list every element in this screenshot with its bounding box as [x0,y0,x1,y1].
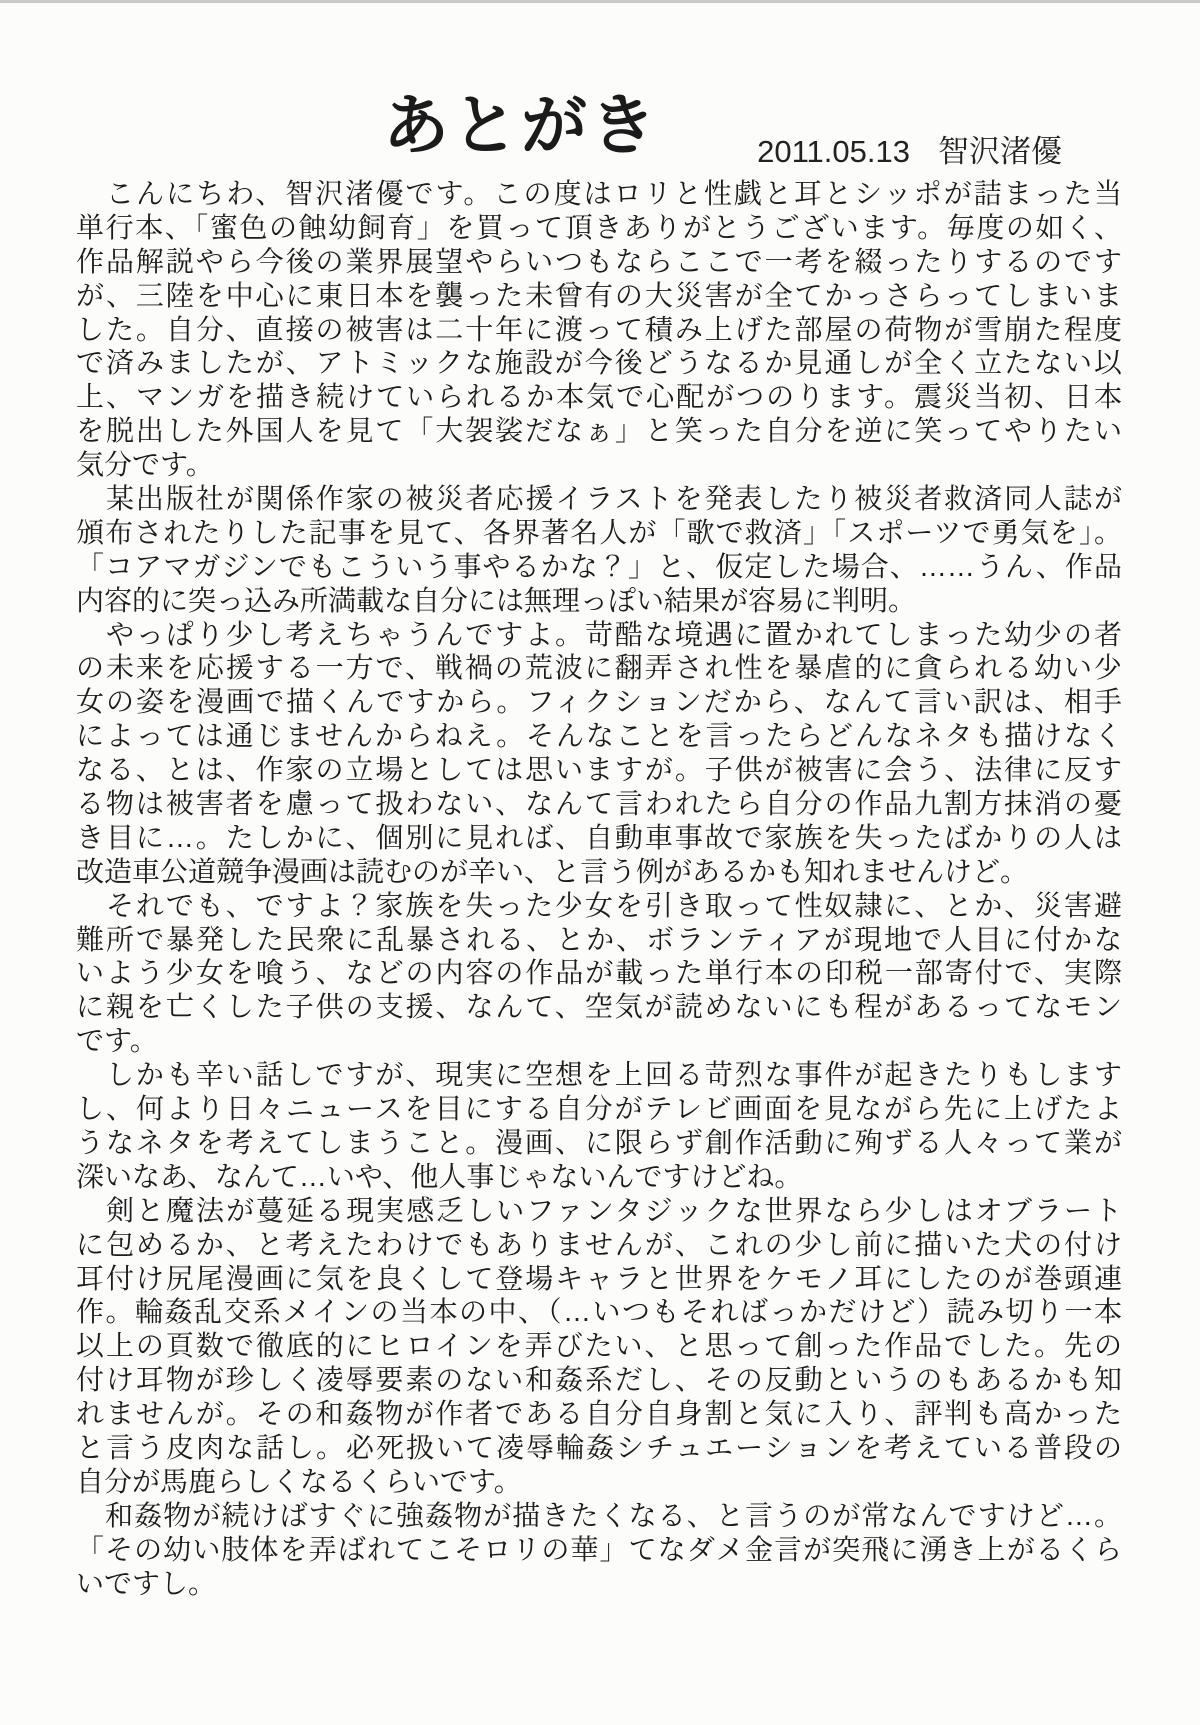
paragraph [76,482,1122,618]
text-line: 耳付け尻尾漫画に気を良くして登場キャラと世界をケモノ耳にしたのが巻頭連 [76,1262,1122,1294]
text-line: 頒布されたりした記事を見て、各界著名人が「歌で救済」「スポーツで勇気を」。 [76,516,1122,548]
paragraph [76,889,1122,1058]
text-line: やっぱり少し考えちゃうんですよ。苛酷な境遇に置かれてしまった幼少の者 [76,618,1122,650]
author-name: 智沢渚優 [938,134,1062,169]
text-line: 深いなあ、なんて…いや、他人事じゃないんですけどね。 [76,1160,803,1192]
afterword-body [76,177,1122,1600]
text-line: れませんが。その和姦物が作者である自分自身割と気に入り、評判も高かった [76,1398,1122,1430]
text-line: が、三陸を中心に東日本を襲った未曾有の大災害が全てかっさらってしまいま [76,279,1122,311]
text-line: る物は被害者を慮って扱わない、なんて言われたら自分の作品九割方抹消の憂 [76,788,1122,820]
paragraph [76,1058,1122,1194]
text-line: した。自分、直接の被害は二十年に渡って積み上げた部屋の荷物が雪崩た程度 [76,313,1122,345]
dateline [757,126,1062,171]
paragraph [76,1499,1122,1601]
text-line: によっては通じませんからねえ。そんなことを言ったらどんなネタも描けなく [76,720,1122,752]
text-line: それでも、ですよ？家族を失った少女を引き取って性奴隷に、とか、災害避 [76,889,1122,921]
text-line: 「コアマガジンでもこういう事やるかな？」と、仮定した場合、……うん、作品 [76,550,1122,582]
text-line: 作品解説やら今後の業界展望やらいつもならここで一考を綴ったりするのです [76,245,1122,277]
text-line: 単行本、「蜜色の蝕幼飼育」を買って頂きありがとうございます。毎度の如く、 [76,211,1122,243]
text-line: に包めるか、と考えたわけでもありませんが、これの少し前に描いた犬の付け [76,1228,1122,1260]
text-line: 剣と魔法が蔓延る現実感乏しいファンタジックな世界なら少しはオブラート [76,1194,1122,1226]
text-line: 上、マンガを描き続けていられるか本気で心配がつのります。震災当初、日本 [76,381,1122,413]
text-line: 改造車公道競争漫画は読むのが辛い、と言う例があるかも知れませんけど。 [76,855,1029,887]
text-line: いですし。 [76,1567,217,1599]
text-line: で済みましたが、アトミックな施設が今後どうなるか見通しが全く立たない以 [76,347,1122,379]
text-line: なる、とは、作家の立場としては思いますが。子供が被害に会う、法律に反す [76,754,1122,786]
paragraph [76,618,1122,889]
text-line: 「その幼い肢体を弄ばれてこそロリの華」てなダメ金言が突飛に湧き上がるくら [76,1533,1122,1565]
text-line: き目に…。たしかに、個別に見れば、自動車事故で家族を失ったばかりの人は [76,821,1122,853]
text-line: と言う皮肉な話し。必死扱いて凌辱輪姦シチュエーションを考えている普段の [76,1431,1122,1463]
page-title: あとがき [383,88,659,162]
text-line: 作。輪姦乱交系メインの当本の中、（…いつもそればっかだけど）読み切り一本 [76,1296,1122,1328]
text-line: 某出版社が関係作家の被災者応援イラストを発表したり被災者救済同人誌が [76,483,1122,515]
paragraph [76,177,1122,482]
text-line: 内容的に突っ込み所満載な自分には無理っぽい結果が容易に判明。 [76,584,917,616]
text-line: 女の姿を漫画で描くんですから。フィクションだから、なんて言い訳は、相手 [76,686,1122,718]
text-line: に親を亡くした子供の支援、なんて、空気が読めないにも程があるってなモン [76,991,1122,1023]
paragraph [76,1194,1122,1499]
scan-edge-artifact [0,0,1200,3]
text-line: いよう少女を喰う、などの内容の作品が載った単行本の印税一部寄付で、実際 [76,957,1122,989]
text-line: の未来を応援する一方で、戦禍の荒波に翻弄され性を暴虐的に貪られる幼い少 [76,652,1122,684]
text-line: 気分です。 [76,449,214,481]
text-line: しかも辛い話しですが、現実に空想を上回る苛烈な事件が起きたりもします [76,1059,1122,1091]
text-line: 難所で暴発した民衆に乱暴される、とか、ボランティアが現地で人目に付かな [76,923,1122,955]
text-line: 以上の頁数で徹底的にヒロインを弄びたい、と思って創った作品でした。先の [76,1330,1122,1362]
date-text: 2011.05.13 [757,134,910,169]
text-line: 付け耳物が珍しく凌辱要素のない和姦系だし、その反動というのもあるかも知 [76,1364,1122,1396]
text-line: を脱出した外国人を見て「大袈裟だなぁ」と笑った自分を逆に笑ってやりたい [76,415,1122,447]
text-line: こんにちわ、智沢渚優です。この度はロリと性戯と耳とシッポが詰まった当 [76,178,1122,209]
text-line: し、何より日々ニュースを目にする自分がテレビ画面を見ながら先に上げたよ [76,1093,1122,1125]
text-line: 自分が馬鹿らしくなるくらいです。 [76,1465,522,1497]
text-line: 和姦物が続けばすぐに強姦物が描きたくなる、と言うのが常なんですけど…。 [76,1499,1122,1531]
text-line: うなネタを考えてしまうこと。漫画、に限らず創作活動に殉ずる人々って業が [76,1126,1122,1158]
text-line: です。 [76,1025,158,1057]
